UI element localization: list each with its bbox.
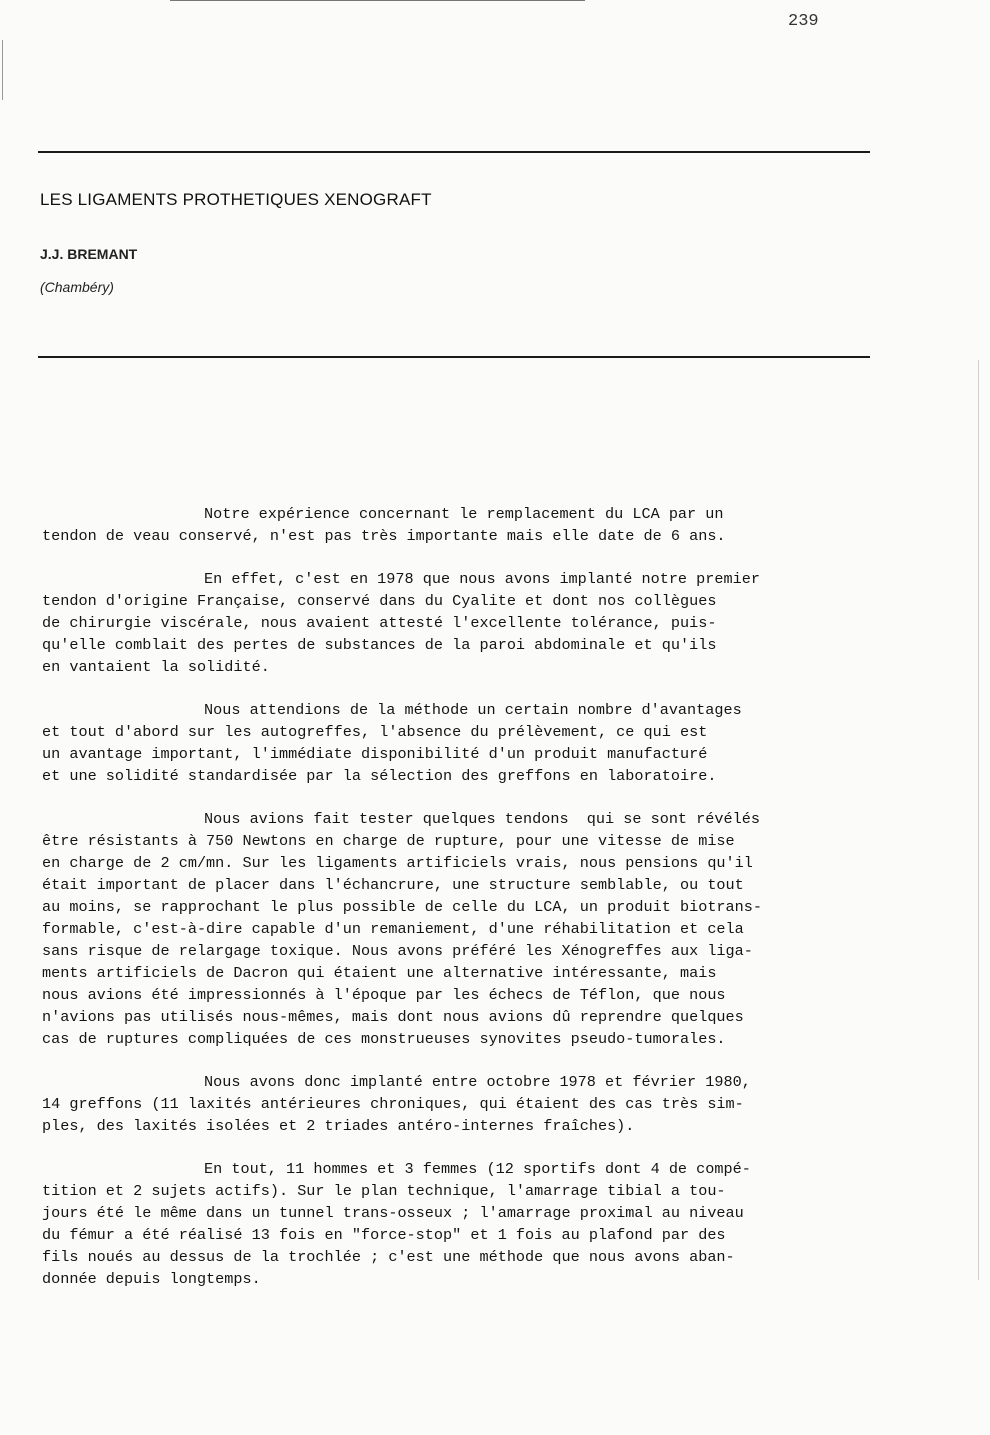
paragraph-first-line: Nous avions fait tester quelques tendons qui se sont révélés — [204, 810, 760, 828]
top-edge-rule — [170, 0, 585, 1]
paragraph-first-line: En effet, c'est en 1978 que nous avons implanté notre premier — [204, 570, 760, 588]
paragraph-continuation: tendon d'origine Française, conservé dans du Cyalite et dont nos collègues de chirurgie viscérale, nous avaient attesté l'excellente tolérance, puis- qu'elle comblait des pertes de substances de la paroi abdominale et qu'ils en vantaient la solidité. — [42, 592, 717, 676]
paragraph — [42, 568, 892, 678]
paragraph-first-line: Nous avons donc implanté entre octobre 1978 et février 1980, — [204, 1073, 751, 1091]
article-title: LES LIGAMENTS PROTHETIQUES XENOGRAFT — [40, 190, 432, 209]
scan-left-edge — [2, 40, 3, 100]
paragraph — [42, 699, 892, 787]
paragraph — [42, 808, 892, 1050]
paragraph-continuation: tition et 2 sujets actifs). Sur le plan technique, l'amarrage tibial a tou- jours été le même dans un tunnel trans-osseux ; l'amarrage proximal au niveau du fémur a été réalisé 13 fois en "force-stop" et 1 fois au plafond par des fils noués au dessus de la trochlée ; c'est une méthode que nous avons aban- donnée depuis longtemps. — [42, 1182, 744, 1288]
author-name: J.J. BREMANT — [40, 246, 138, 262]
paragraph — [42, 1071, 892, 1137]
paragraph-first-line: Nous attendions de la méthode un certain nombre d'avantages — [204, 701, 742, 719]
scan-right-edge — [978, 360, 979, 1280]
header-rule-bottom — [38, 356, 870, 358]
paragraph-continuation: 14 greffons (11 laxités antérieures chroniques, qui étaient des cas très sim- ples, des laxités isolées et 2 triades antéro-internes fraîches). — [42, 1095, 744, 1135]
paragraph — [42, 503, 892, 547]
page-number: 239 — [788, 12, 819, 31]
article-body — [42, 503, 892, 1311]
paragraph — [42, 1158, 892, 1290]
paragraph-first-line: Notre expérience concernant le remplacement du LCA par un — [204, 505, 724, 523]
paragraph-continuation: être résistants à 750 Newtons en charge de rupture, pour une vitesse de mise en charge de 2 cm/mn. Sur les ligaments artificiels vrais, nous pensions qu'il était important de placer dans l'échancrure, une structure semblable, ou tout au moins, se rapprochant le plus possible de celle du LCA, un produit biotrans- formable, c'est-à-dire capable d'un remaniement, d'une réhabilitation et cela sans risque de relargage toxique. Nous avons préféré les Xénogreffes aux liga- ments artificiels de Dacron qui étaient une alternative intéressante, mais nous avions été impressionnés à l'époque par les échecs de Téflon, que nous n'avions pas utilisés nous-mêmes, mais dont nous avions dû reprendre quelques cas de ruptures compliquées de ces monstrueuses synovites pseudo-tumorales. — [42, 832, 763, 1048]
author-affiliation: (Chambéry) — [40, 279, 114, 295]
header-rule-top — [38, 151, 870, 153]
paragraph-first-line: En tout, 11 hommes et 3 femmes (12 sportifs dont 4 de compé- — [204, 1160, 751, 1178]
paragraph-continuation: tendon de veau conservé, n'est pas très importante mais elle date de 6 ans. — [42, 527, 726, 545]
paragraph-continuation: et tout d'abord sur les autogreffes, l'absence du prélèvement, ce qui est un avantage important, l'immédiate disponibilité d'un produit manufacturé et une solidité standardisée par la sélection des greffons en laboratoire. — [42, 723, 717, 785]
